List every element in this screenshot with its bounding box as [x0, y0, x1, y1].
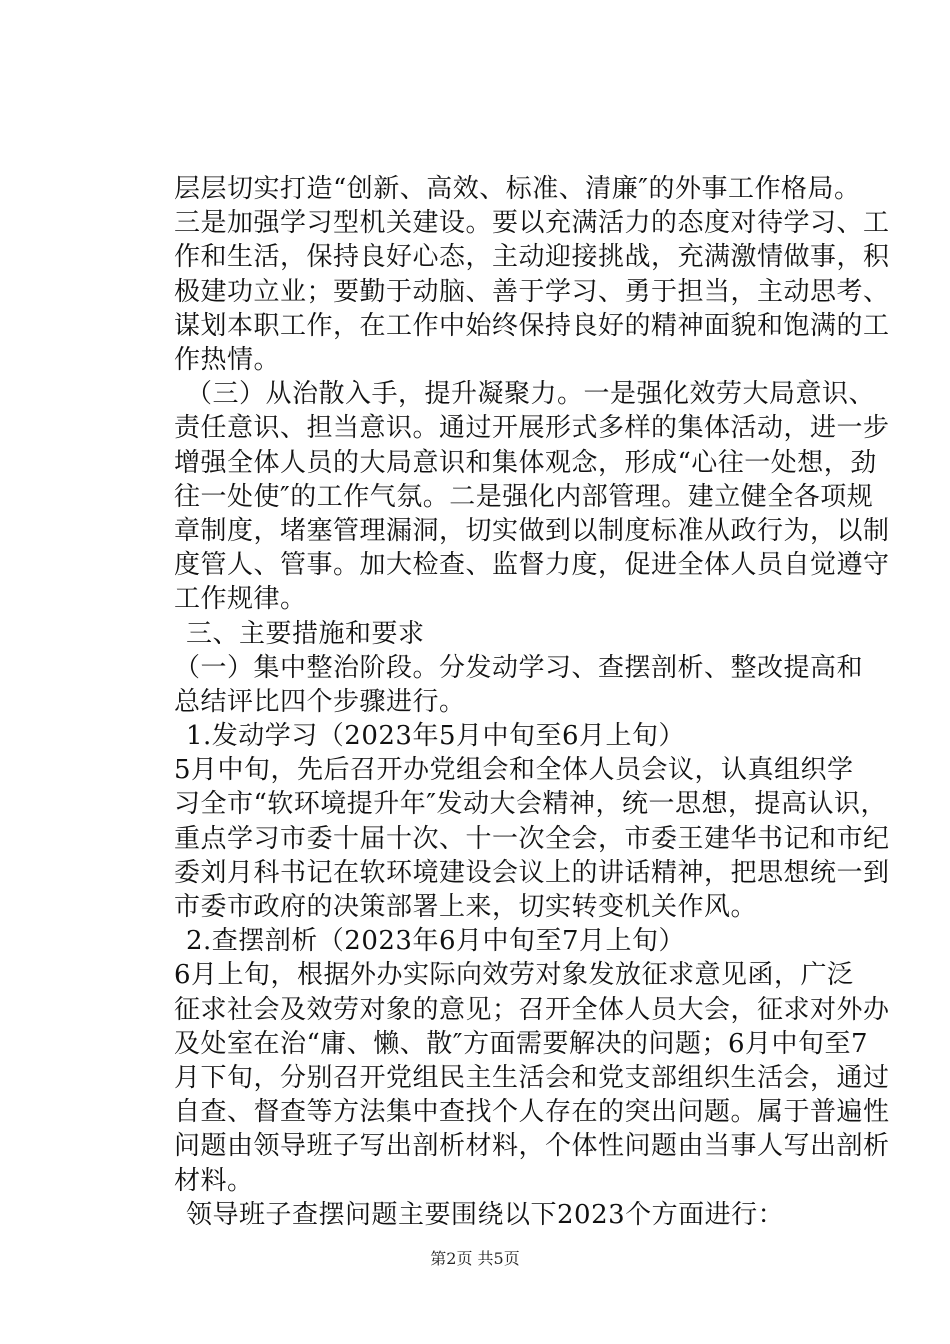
- paragraph-line: 度管人、管事。加大检查、监督力度，促进全体人员自觉遵守: [174, 550, 890, 581]
- paragraph-line: 问题由领导班子写出剖析材料，个体性问题由当事人写出剖析: [174, 1131, 890, 1162]
- paragraph-line: 领导班子查摆问题主要围绕以下2023个方面进行：: [186, 1199, 785, 1230]
- paragraph-line: 习全市“软环境提升年″发动大会精神，统一思想，提高认识，: [174, 789, 888, 820]
- paragraph-line: 总结评比四个步骤进行。: [174, 686, 466, 717]
- paragraph-line: 谋划本职工作，在工作中始终保持良好的精神面貌和饱满的工: [174, 310, 890, 341]
- paragraph-line: 自查、督查等方法集中查找个人存在的突出问题。属于普遍性: [174, 1097, 890, 1128]
- paragraph-line: 章制度，堵塞管理漏洞，切实做到以制度标准从政行为，以制: [174, 515, 890, 546]
- section-heading: 三、主要措施和要求: [186, 618, 425, 649]
- paragraph-line: 重点学习市委十届十次、十一次全会，市委王建华书记和市纪: [174, 823, 890, 854]
- paragraph-line: 工作规律。: [174, 584, 307, 615]
- page-footer: 第2页 共5页: [430, 1249, 520, 1268]
- paragraph-line: 作热情。: [174, 344, 281, 375]
- paragraph-line: 月下旬，分别召开党组民主生活会和党支部组织生活会，通过: [174, 1063, 890, 1094]
- paragraph-line: （三）从治散入手，提升凝聚力。一是强化效劳大局意识、: [186, 379, 876, 410]
- paragraph-line: 委刘月科书记在软环境建设会议上的讲话精神，把思想统一到: [174, 857, 890, 888]
- paragraph-line: 增强全体人员的大局意识和集体观念，形成“心往一处想，劲: [174, 447, 877, 478]
- paragraph-line: 5月中旬，先后召开办党组会和全体人员会议，认真组织学: [174, 755, 854, 786]
- paragraph-line: 6月上旬，根据外办实际向效劳对象发放征求意见函，广泛: [174, 960, 854, 991]
- subsection-heading: 1.发动学习（2023年5月中旬至6月上旬）: [186, 721, 686, 752]
- paragraph-line: 层层切实打造“创新、高效、标准、清廉″的外事工作格局。: [174, 174, 861, 204]
- paragraph-line: 极建功立业；要勤于动脑、善于学习、勇于担当，主动思考、: [174, 276, 890, 307]
- paragraph-line: （一）集中整治阶段。分发动学习、查摆剖析、整改提高和: [174, 652, 864, 683]
- paragraph-line: 及处室在治“庸、懒、散″方面需要解决的问题；6月中旬至7: [174, 1028, 869, 1059]
- paragraph-line: 三是加强学习型机关建设。要以充满活力的态度对待学习、工: [174, 208, 890, 239]
- subsection-heading: 2.查摆剖析（2023年6月中旬至7月上旬）: [186, 926, 686, 957]
- paragraph-line: 往一处使″的工作气氛。二是强化内部管理。建立健全各项规: [174, 481, 874, 512]
- paragraph-line: 责任意识、担当意识。通过开展形式多样的集体活动，进一步: [174, 413, 890, 444]
- paragraph-line: 作和生活，保持良好心态，主动迎接挑战，充满激情做事，积: [174, 242, 890, 273]
- paragraph-line: 征求社会及效劳对象的意见；召开全体人员大会，征求对外办: [174, 994, 890, 1025]
- paragraph-line: 材料。: [174, 1165, 254, 1196]
- paragraph-line: 市委市政府的决策部署上来，切实转变机关作风。: [174, 892, 758, 923]
